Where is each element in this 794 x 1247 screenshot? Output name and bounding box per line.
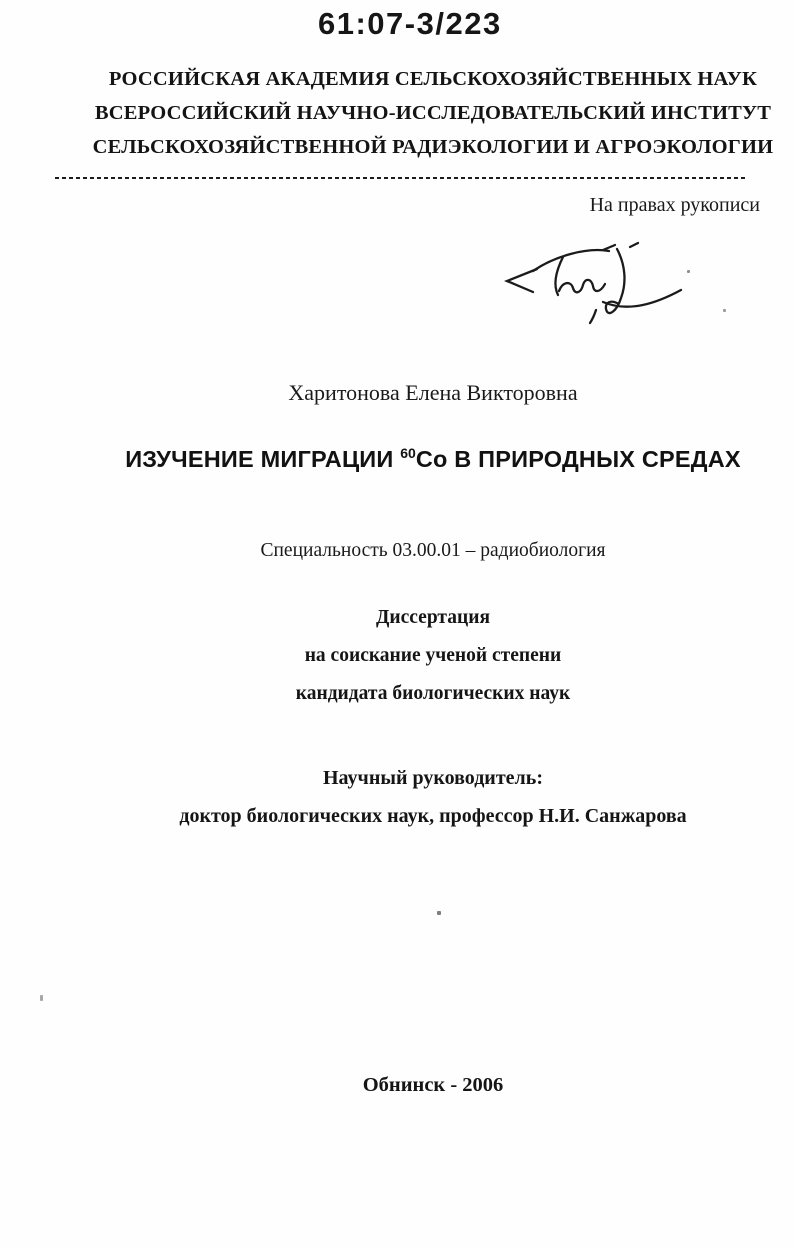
scan-speckle (40, 995, 43, 1001)
organization-line-3: СЕЛЬСКОХОЗЯЙСТВЕННОЙ РАДИЭКОЛОГИИ И АГРОЭКОЛОГИИ (92, 136, 774, 158)
title-suffix: Co В ПРИРОДНЫХ СРЕДАХ (415, 446, 741, 472)
supervisor-section (36, 759, 794, 835)
handwritten-signature-icon (497, 240, 693, 326)
city-year-line: Обнинск - 2006 (362, 1074, 504, 1096)
isotope-mass-superscript: 60 (400, 445, 416, 462)
author-full-name: Харитонова Елена Викторовна (288, 380, 578, 405)
catalog-number: 61:07-3/223 (318, 6, 502, 41)
degree-statement-line-1: Диссертация (375, 607, 491, 628)
supervisor-heading: Научный руководитель: (323, 767, 543, 789)
degree-statement-line-2: на соискание ученой степени (304, 645, 562, 666)
organization-line-2: ВСЕРОССИЙСКИЙ НАУЧНО-ИССЛЕДОВАТЕЛЬСКИЙ ИНСТИТУТ (94, 102, 772, 124)
dashed-divider-line (55, 176, 745, 179)
scan-speckle (437, 911, 441, 915)
degree-statement-line-3: кандидата биологических наук (295, 683, 571, 704)
scan-speckle (687, 270, 690, 273)
degree-statement (36, 599, 794, 713)
organization-header (36, 62, 794, 164)
supervisor-name: доктор биологических наук, профессор Н.И. Санжарова (179, 805, 687, 827)
specialty-line: Специальность 03.00.01 – радиобиология (260, 540, 606, 561)
organization-line-1: РОССИЙСКАЯ АКАДЕМИЯ СЕЛЬСКОХОЗЯЙСТВЕННЫХ НАУК (108, 68, 758, 90)
scan-speckle (723, 309, 726, 312)
manuscript-rights-stamp: На правах рукописи (589, 194, 760, 216)
title-prefix: ИЗУЧЕНИЕ МИГРАЦИИ (125, 446, 401, 472)
dissertation-title (36, 446, 794, 473)
